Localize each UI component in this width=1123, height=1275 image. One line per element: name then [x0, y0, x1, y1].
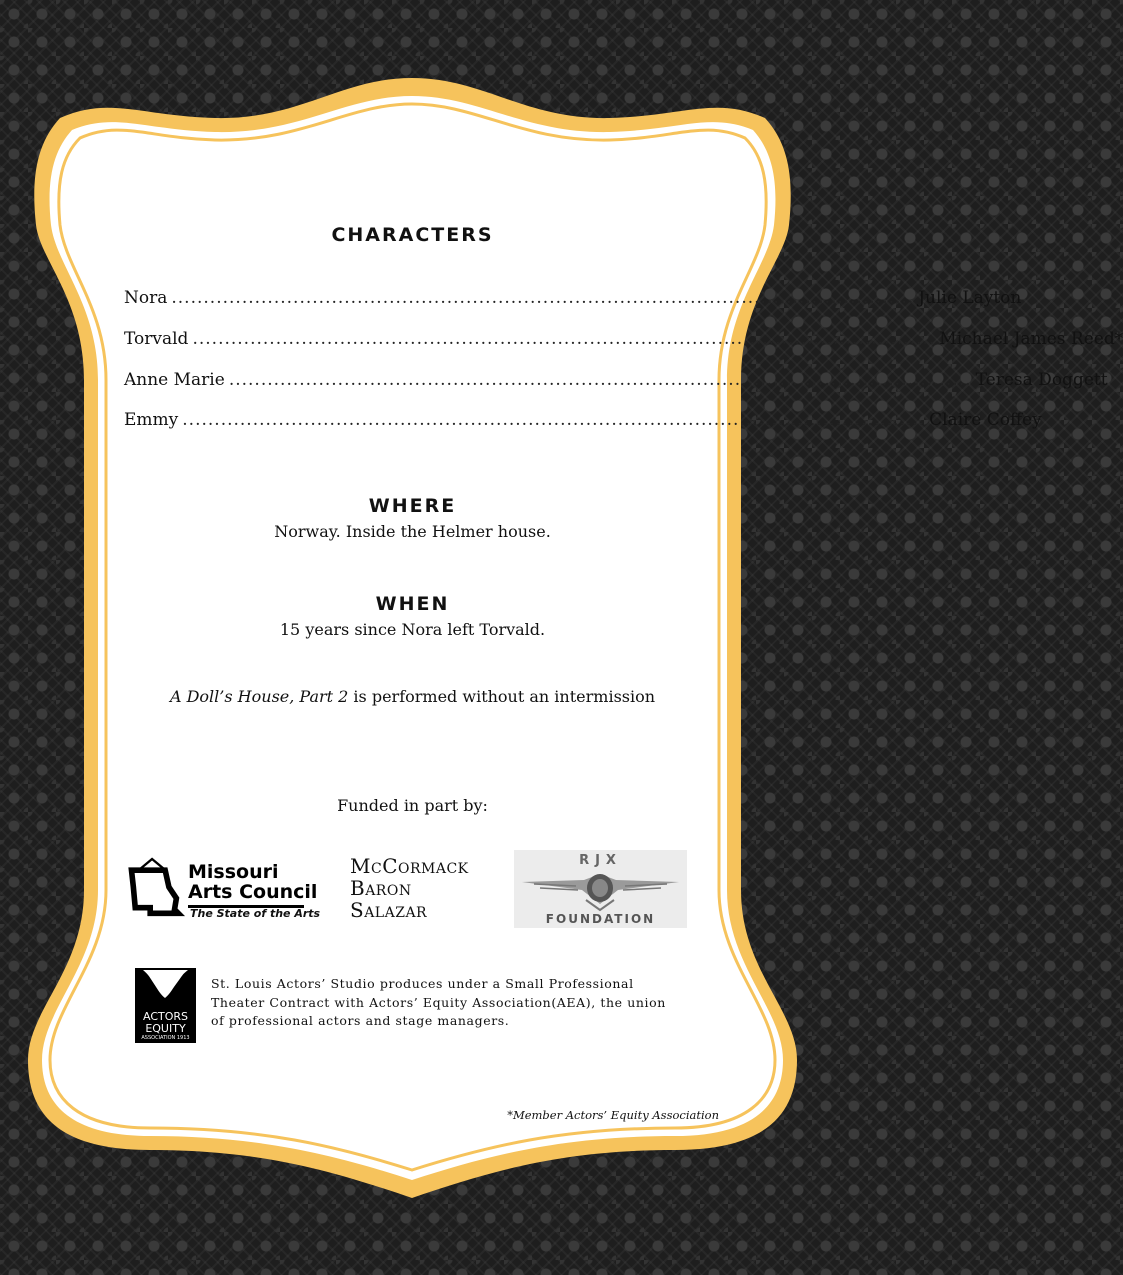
missouri-text: Missouri — [188, 861, 279, 883]
missouri-arts-council-logo — [126, 845, 321, 921]
actor-name: Julie Layton — [918, 288, 1022, 308]
cast-row — [124, 410, 1042, 434]
actors-equity-logo — [135, 968, 196, 1043]
mccormack-baron-salazar-logo — [350, 855, 500, 921]
mbs-line: Baron — [350, 876, 412, 900]
when-text: 15 years since Nora left Torvald. — [279, 620, 546, 639]
mbs-line: McCormack — [350, 854, 469, 878]
missouri-state-icon — [126, 859, 180, 917]
mbs-line: Salazar — [350, 898, 428, 922]
performance-note — [0, 687, 825, 706]
performance-note-text: is performed without an intermission — [348, 687, 656, 706]
rjx-top-text: RJX — [579, 853, 622, 868]
when-heading: WHEN — [375, 593, 450, 615]
theatre-masks-icon — [135, 968, 196, 1012]
equity-statement: St. Louis Actors’ Studio produces under a Small Professional Theater Contract with Actors’ Equity Association(AEA), the union of professional actors and stage managers. — [211, 976, 666, 1028]
member-footnote: *Member Actors’ Equity Association — [507, 1108, 719, 1122]
leader-dots: .................................................................................................................... — [228, 370, 972, 390]
play-title: A Doll’s House, Part 2 — [169, 687, 349, 706]
actor-name: Michael James Reed* — [939, 329, 1123, 349]
funded-label: Funded in part by: — [337, 796, 488, 815]
characters-heading: CHARACTERS — [331, 224, 494, 246]
leader-dots: .................................................................................................................... — [182, 410, 926, 430]
aea-association-text: ASSOCIATION 1913 — [141, 1035, 190, 1041]
role-name: Nora — [124, 288, 168, 308]
aea-equity-text: EQUITY — [145, 1022, 186, 1035]
aea-actors-text: ACTORS — [142, 1010, 188, 1023]
cast-row — [124, 370, 1108, 394]
leader-dots: .................................................................................................................... — [192, 329, 936, 349]
rjx-foundation-logo — [514, 850, 687, 928]
role-name: Anne Marie — [124, 370, 225, 390]
missouri-tagline: The State of the Arts — [190, 907, 321, 920]
rjx-bottom-text: FOUNDATION — [545, 912, 656, 926]
where-text: Norway. Inside the Helmer house. — [274, 522, 551, 541]
arts-council-text: Arts Council — [188, 881, 318, 903]
where-heading: WHERE — [368, 495, 457, 517]
cast-row — [124, 329, 1123, 353]
winged-emblem-icon — [514, 864, 687, 912]
actor-name: Claire Coffey — [929, 410, 1042, 430]
actor-name: Teresa Doggett — [975, 370, 1108, 390]
role-name: Emmy — [124, 410, 179, 430]
role-name: Torvald — [124, 329, 189, 349]
leader-dots: .................................................................................................................... — [171, 288, 915, 308]
cast-row — [124, 288, 1022, 312]
